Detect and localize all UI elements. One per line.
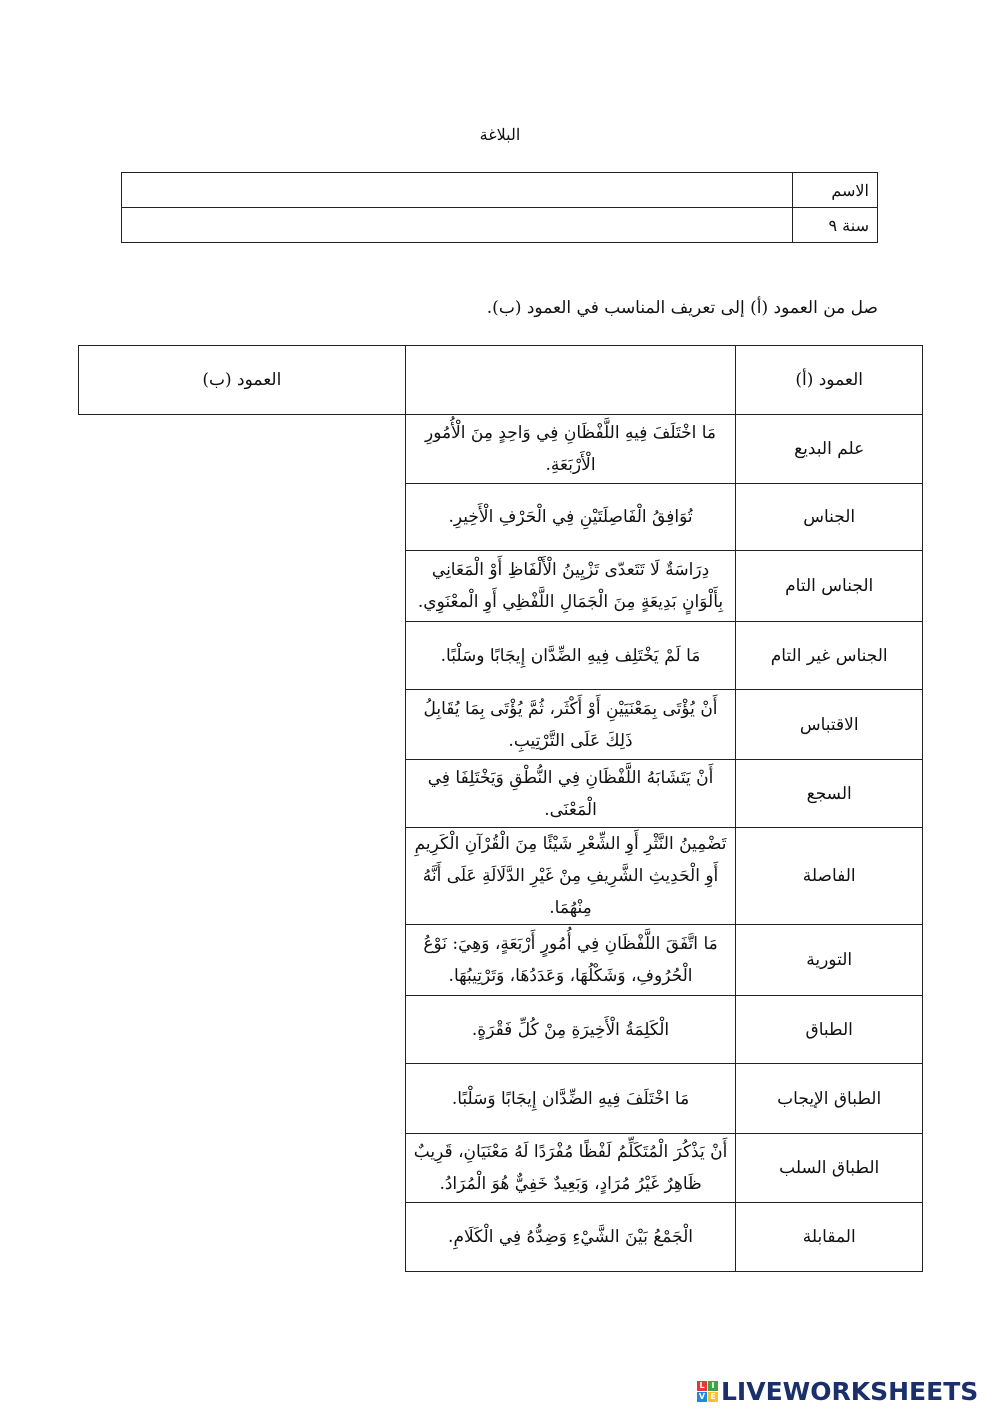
matching-area[interactable] [405,346,736,415]
column-a-term[interactable]: التورية [736,925,923,996]
column-b-definition[interactable]: دِرَاسَةٌ لَا تَتَعدّى تَزْيِينُ الْأَلْفَاظِ أَوْ الْمَعَانِي بِأَلْوَانٍ بَدِيعَةٍ مِنَ الْجَمَالِ اللَّفْظِي أَوِ الْمعْنَوِي. [405,551,736,622]
grade-field[interactable] [122,208,793,243]
column-b-definition[interactable]: تَضْمِينُ النَّثْرِ أَوِ الشِّعْرِ شَيْئًا مِنَ الْقُرْآنِ الْكَرِيمِ أَوِ الْحَدِيثِ الشَّرِيفِ مِنْ غَيْرِ الدَّلَالَةِ عَلَى أَنَّهُ مِنْهُمَا. [405,828,736,925]
column-b-definition[interactable]: مَا اخْتَلَفَ فِيهِ الضِّدَّان إِيجَابًا وَسَلْبًا. [405,1064,736,1134]
table-row [79,996,923,1064]
column-b-definition[interactable]: أَنْ يُؤْتَى بِمَعْنَيَيْنِ أَوْ أَكْثَر، ثُمَّ يُؤْتَى بِمَا يُقَابِلُ ذَلِكَ عَلَى التَّرْتِيبِ. [405,690,736,760]
column-a-term[interactable]: علم البديع [736,415,923,484]
table-row [79,1064,923,1134]
liveworksheets-logo [697,1377,978,1406]
column-a-term[interactable]: السجع [736,760,923,828]
table-row [79,484,923,551]
logo-text: LIVEWORKSHEETS [721,1377,979,1406]
logo-letter-square: I [708,1381,718,1391]
table-row [79,760,923,828]
column-a-term[interactable]: الطباق السلب [736,1134,923,1203]
table-row [79,1203,923,1272]
table-row [79,1134,923,1203]
column-b-definition[interactable]: الْكَلِمَةُ الْأَخِيرَةِ مِنْ كُلِّ فَقْرَةٍ. [405,996,736,1064]
name-label: الاسم [793,173,878,208]
column-b-definition[interactable]: أَنْ يَتَشَابَهُ اللَّفْظَانِ فِي النُّطْقِ وَيَخْتَلِفَا فِي الْمَعْنَى. [405,760,736,828]
logo-letter-square: V [698,1392,706,1401]
column-a-term[interactable]: الطباق [736,996,923,1064]
grade-label: سنة ٩ [793,208,878,243]
column-a-header: العمود (أ) [736,346,923,415]
column-a-term[interactable]: الجناس [736,484,923,551]
table-row [79,690,923,760]
column-b-definition[interactable]: أَنْ يَذْكُرَ الْمُتَكَلِّمُ لَفْظًا مُفْرَدًا لَهُ مَعْنَيَانِ، قَرِيبٌ ظَاهِرٌ غَيْرُ مُرَادٍ، وَبَعِيدٌ خَفِيٌّ هُوَ الْمُرَادُ. [405,1134,736,1203]
name-field[interactable] [122,173,793,208]
student-info-table [121,172,878,243]
column-b-definition[interactable]: مَا اخْتَلَفَ فِيهِ اللَّفْظَانِ فِي وَاحِدٍ مِنَ الْأُمُورِ الْأَرْبَعَةِ. [405,415,736,484]
column-a-term[interactable]: المقابلة [736,1203,923,1272]
column-b-definition[interactable]: الْجَمْعُ بَيْنَ الشَّيْءِ وَضِدُّهُ فِي الْكَلَامِ. [405,1203,736,1272]
logo-squares-icon [697,1381,718,1402]
logo-letter-square: E [708,1392,718,1402]
table-row [79,925,923,996]
column-b-definition[interactable]: تُوَافِقُ الْفَاصِلَتَيْنِ فِي الْحَرْفِ الْأَخِيرِ. [405,484,736,551]
instruction-text: صل من العمود (أ) إلى تعريف المناسب في العمود (ب). [486,298,878,318]
column-a-term[interactable]: الفاصلة [736,828,923,925]
column-b-definition[interactable]: مَا اتَّفَقَ اللَّفْظَانِ فِي أُمُورٍ أَرْبَعَةٍ، وَهِيَ: نَوْعُ الْحُرُوفِ، وَشَكْلُهَا، وَعَدَدُهَا، وَتَرْتِيبُهَا. [405,925,736,996]
column-a-term[interactable]: الطباق الإيجاب [736,1064,923,1134]
matching-table [78,345,923,1272]
table-row [79,415,923,484]
column-b-definition[interactable]: مَا لَمْ يَخْتَلِف فِيهِ الضِّدَّان إِيجَابًا وسَلْبًا. [405,622,736,690]
logo-letter-square: L [697,1381,707,1391]
column-a-term[interactable]: الجناس غير التام [736,622,923,690]
table-row [79,828,923,925]
column-b-header: العمود (ب) [79,346,406,415]
column-a-term[interactable]: الجناس التام [736,551,923,622]
worksheet-title: البلاغة [479,125,521,144]
column-a-term[interactable]: الاقتباس [736,690,923,760]
table-row [79,551,923,622]
table-row [79,622,923,690]
